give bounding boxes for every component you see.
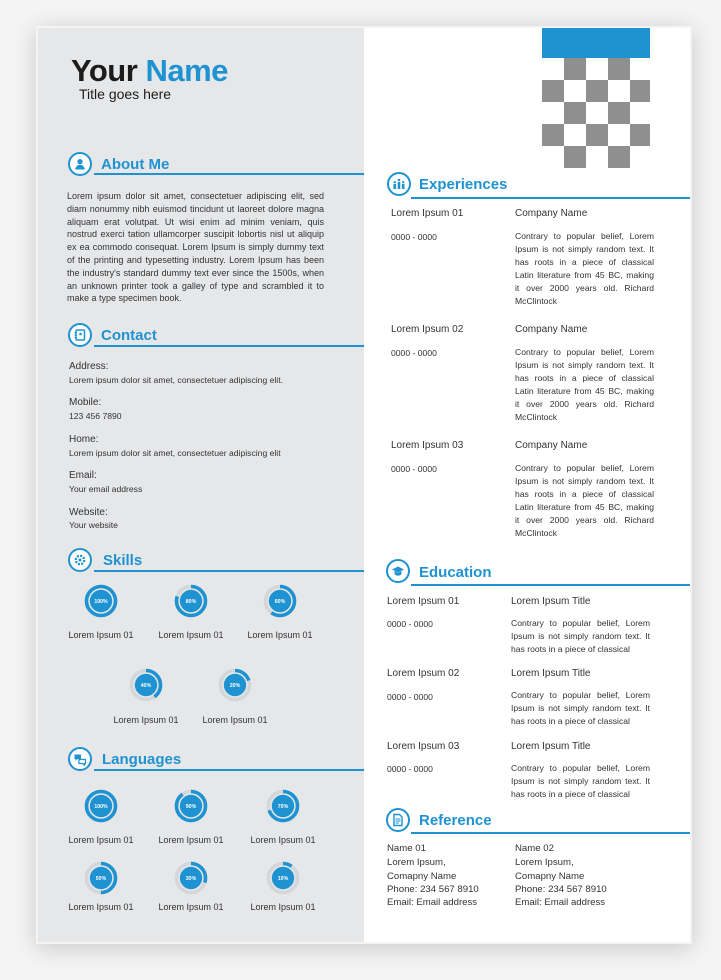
skill-ring-3-label: 60% (274, 598, 286, 605)
education-2-date: 0000 - 0000 (387, 692, 433, 702)
team-icon (387, 172, 411, 196)
experience-2-desc: Contrary to popular belief, Lorem Ipsum is not simply random text. It has roots in a piece of classical Latin literature from 45 BC, making it over 2000 years old. Richard McClintock (515, 347, 654, 422)
reference-2-title: Lorem Ipsum, (515, 857, 574, 868)
about-heading: About Me (101, 156, 170, 173)
skill-ring-4 (129, 668, 163, 702)
education-3-title: Lorem Ipsum 03 (387, 741, 460, 752)
language-caption-6: Lorem Ipsum 01 (250, 902, 316, 912)
language-ring-3 (266, 789, 300, 823)
education-2-title: Lorem Ipsum 02 (387, 668, 460, 679)
contact-website-label: Website: (69, 507, 108, 518)
skills-divider (94, 570, 364, 572)
skill-ring-5 (218, 668, 252, 702)
experience-1-company: Company Name (515, 208, 588, 219)
education-2-desc: Contrary to popular belief, Lorem Ipsum is not simply random text. It has roots in a piece of classical (511, 690, 650, 726)
language-ring-2 (174, 789, 208, 823)
experience-2-date: 0000 - 0000 (391, 348, 437, 358)
experience-3-date: 0000 - 0000 (391, 464, 437, 474)
language-ring-4 (84, 861, 118, 895)
education-1-subtitle: Lorem Ipsum Title (511, 596, 591, 607)
job-title: Title goes here (79, 86, 172, 102)
experiences-heading: Experiences (419, 176, 508, 193)
about-divider (94, 173, 364, 175)
skill-ring-2-label: 80% (185, 598, 197, 605)
skill-caption-3: Lorem Ipsum 01 (247, 630, 313, 640)
language-ring-6-label: 10% (277, 875, 289, 882)
reference-2-name: Name 02 (515, 843, 554, 854)
education-3-desc: Contrary to popular belief, Lorem Ipsum is not simply random text. It has roots in a piece of classical (511, 763, 650, 799)
languages-heading: Languages (102, 751, 182, 768)
document-icon (386, 808, 410, 832)
about-text: Lorem ipsum dolor sit amet, consectetuer adipiscing elit, sed diam nonummy nibh euismod tincidunt ut laoreet dolore magna aliquam erat volutpat. Ut wisi enim ad minim veniam, quis nostrud exerci tation ullamcorper suscipit lobortis nisl ut aliquip ex ea commodo consequat. Lorem Ipsum is simply dummy text of the printing and typesetting industry. Lorem Ipsum has been the industry's standard dummy text ever since the 1500s, when an unknown printer took a galley of type and scrambled it to make a type specimen book. (67, 191, 324, 304)
experience-3-company: Company Name (515, 440, 588, 451)
language-ring-1 (84, 789, 118, 823)
person-icon (68, 152, 92, 176)
skill-ring-2 (174, 584, 208, 618)
contact-home-label: Home: (69, 434, 99, 445)
contact-website-value: Your website (69, 520, 118, 530)
language-caption-5: Lorem Ipsum 01 (158, 902, 224, 912)
photo-accent-band (542, 28, 650, 58)
education-3-subtitle: Lorem Ipsum Title (511, 741, 591, 752)
skill-caption-5: Lorem Ipsum 01 (202, 715, 268, 725)
education-1-date: 0000 - 0000 (387, 619, 433, 629)
skills-heading: Skills (103, 552, 143, 569)
reference-1-phone: Phone: 234 567 8910 (387, 884, 479, 895)
contact-heading: Contact (101, 327, 157, 344)
gear-icon (68, 548, 92, 572)
skill-ring-1 (84, 584, 118, 618)
reference-divider (411, 832, 690, 834)
skill-ring-1-label: 100% (94, 598, 108, 605)
language-ring-6 (266, 861, 300, 895)
experience-2-title: Lorem Ipsum 02 (391, 324, 464, 335)
contact-email-label: Email: (69, 470, 97, 481)
contact-mobile-value: 123 456 7890 (69, 411, 122, 421)
reference-2-company: Comapny Name (515, 871, 585, 882)
experience-1-date: 0000 - 0000 (391, 232, 437, 242)
language-caption-3: Lorem Ipsum 01 (250, 835, 316, 845)
languages-divider (94, 769, 364, 771)
reference-heading: Reference (419, 812, 492, 829)
experience-2-company: Company Name (515, 324, 588, 335)
candidate-name (71, 55, 228, 86)
experience-1-title: Lorem Ipsum 01 (391, 208, 464, 219)
reference-1-company: Comapny Name (387, 871, 457, 882)
education-divider (411, 584, 690, 586)
education-1-title: Lorem Ipsum 01 (387, 596, 460, 607)
skill-ring-3 (263, 584, 297, 618)
photo-checkerboard (542, 58, 650, 168)
experiences-divider (411, 197, 690, 199)
language-caption-4: Lorem Ipsum 01 (68, 902, 134, 912)
language-ring-2-label: 90% (185, 803, 197, 810)
contact-email-value: Your email address (69, 484, 143, 494)
skill-caption-2: Lorem Ipsum 01 (158, 630, 224, 640)
education-heading: Education (419, 564, 492, 581)
last-name: Name (145, 53, 228, 88)
education-1-desc: Contrary to popular belief, Lorem Ipsum is not simply random text. It has roots in a piece of classical (511, 618, 650, 654)
skill-caption-1: Lorem Ipsum 01 (68, 630, 134, 640)
skill-ring-4-label: 40% (140, 682, 152, 689)
skill-ring-5-label: 20% (229, 682, 241, 689)
experience-3-desc: Contrary to popular belief, Lorem Ipsum is not simply random text. It has roots in a piece of classical Latin literature from 45 BC, making it over 2000 years old. Richard McClintock (515, 463, 654, 538)
contact-mobile-label: Mobile: (69, 397, 102, 408)
chat-bubbles-icon (68, 747, 92, 771)
contact-home-value: Lorem ipsum dolor sit amet, consectetuer adipiscing elit (69, 448, 281, 458)
reference-2-email: Email: Email address (515, 897, 606, 908)
language-ring-5-label: 30% (185, 875, 197, 882)
language-ring-5 (174, 861, 208, 895)
experience-1-desc: Contrary to popular belief, Lorem Ipsum is not simply random text. It has roots in a piece of classical Latin literature from 45 BC, making it over 2000 years old. Richard McClintock (515, 231, 654, 306)
reference-1-title: Lorem Ipsum, (387, 857, 446, 868)
language-ring-4-label: 50% (95, 875, 107, 882)
language-ring-1-label: 100% (94, 803, 108, 810)
education-2-subtitle: Lorem Ipsum Title (511, 668, 591, 679)
reference-2-phone: Phone: 234 567 8910 (515, 884, 607, 895)
profile-photo-placeholder (542, 28, 650, 168)
language-caption-1: Lorem Ipsum 01 (68, 835, 134, 845)
reference-1-email: Email: Email address (387, 897, 478, 908)
language-caption-2: Lorem Ipsum 01 (158, 835, 224, 845)
address-book-icon (68, 323, 92, 347)
skill-caption-4: Lorem Ipsum 01 (113, 715, 179, 725)
graduation-cap-icon (386, 559, 410, 583)
experience-3-title: Lorem Ipsum 03 (391, 440, 464, 451)
education-3-date: 0000 - 0000 (387, 764, 433, 774)
reference-1-name: Name 01 (387, 843, 426, 854)
contact-address-label: Address: (69, 361, 109, 372)
contact-divider (94, 345, 364, 347)
language-ring-3-label: 70% (277, 803, 289, 810)
contact-address-value: Lorem ipsum dolor sit amet, consectetuer adipiscing elit. (69, 375, 283, 385)
first-name: Your (71, 53, 138, 88)
